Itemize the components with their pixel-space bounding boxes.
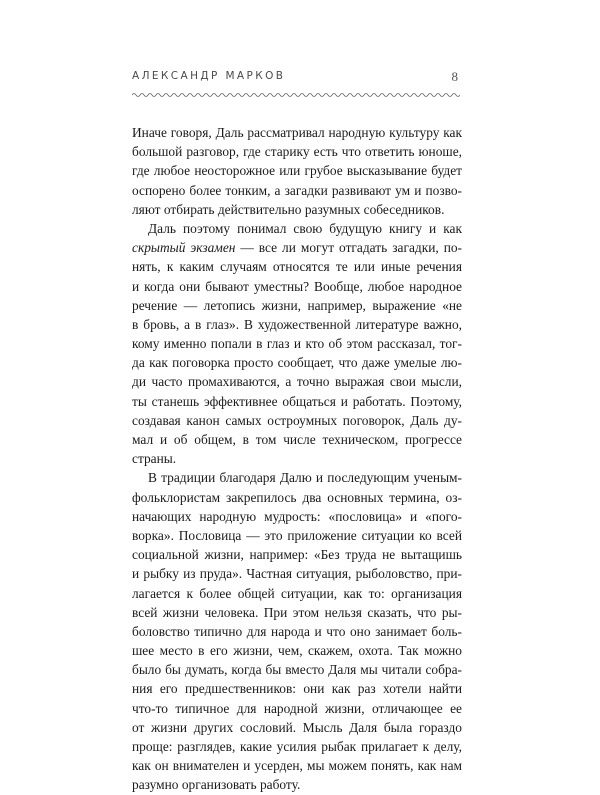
text-line: В традиции благодаря Далю и последующим ученым- [148,470,462,486]
text-line: большой разговор, где старику есть что ответить юноше, [132,144,462,160]
running-header [132,70,458,88]
text-line: социальной жизни, например: «Без труда не вытащишь [132,547,462,563]
text-line: речение — летопись жизни, например, выражение «не [132,297,462,313]
text-line: кому именно попали в глаз и кто об этом рассказал, тог- [132,336,462,352]
text-line: проще: разглядев, какие усилия рыбак прилагает к делу, [132,739,462,754]
text-line: всей жизни человека. При этом нельзя сказать, что ры- [132,604,462,620]
text-line: страны. [132,451,177,467]
text-line: где любое неосторожное или грубое высказывание будет [132,163,462,179]
text-line: Иначе говоря, Даль рассматривал народную культуру как [132,125,462,140]
text-line [132,238,462,257]
text-line: от жизни других сословий. Мысль Даля была гораздо [132,719,462,735]
text-line: как он внимателен и усерден, мы можем понять, как нам [132,758,462,774]
text-line: ворка». Пословица — это приложение ситуации ко всей [132,527,462,543]
text-line-rest: — все ли могут отгадать загадки, по- [235,240,463,256]
text-line: разумно организовать работу. [132,777,301,793]
italic-phrase: скрытый экзамен [132,240,236,256]
running-header-author: АЛЕКСАНДР МАРКОВ [132,70,286,82]
text-line: и когда они бывают уместны? Вообще, любое народное [132,278,462,294]
text-line: ты станешь эффективнее общаться и работать. Поэтому, [132,393,462,409]
text-line: в бровь, а в глаз». В художественной литературе важно, [132,316,462,332]
text-line: мал и об общем, в том числе техническом, прогрессе [132,432,462,447]
page-number: 8 [451,69,458,84]
body-text [132,123,462,795]
text-line: да как поговорка просто сообщает, что даже умелые лю- [132,355,462,371]
text-line: создавая канон самых остроумных поговорок, Даль ду- [132,412,462,428]
text-line: ди часто промахиваются, а точно выражая свои мысли, [132,374,462,390]
text-line: Даль поэтому понимал свою будущую книгу и как [148,220,462,236]
text-line: фольклористам закрепилось два основных термина, оз- [132,489,462,505]
text-line: лагается к более общей ситуации, как то: организация [132,585,462,601]
text-line: шее место в его жизни, чем, скажем, охота. Так можно [132,643,462,659]
text-line: ляют отбирать действительно разумных собеседников. [132,201,445,217]
text-line: начающих народную мудрость: «пословица» и «пого- [132,508,462,524]
text-line: было бы думать, когда бы вместо Даля мы читали собра- [132,662,462,678]
text-line: нять, к каким случаям относятся те или иные речения [132,259,462,275]
decorative-wavy-rule [132,91,460,99]
text-line: боловство типично для народа и что оно занимает боль- [132,623,462,639]
text-line: что-то типичное для народной жизни, отличающее ее [132,700,462,716]
text-line: оспорено более тонким, а загадки развивают ум и позво- [132,182,462,198]
text-line: и рыбку из пруда». Частная ситуация, рыболовство, при- [132,566,462,582]
text-line: ния его предшественников: они как раз хотели найти [132,681,462,697]
